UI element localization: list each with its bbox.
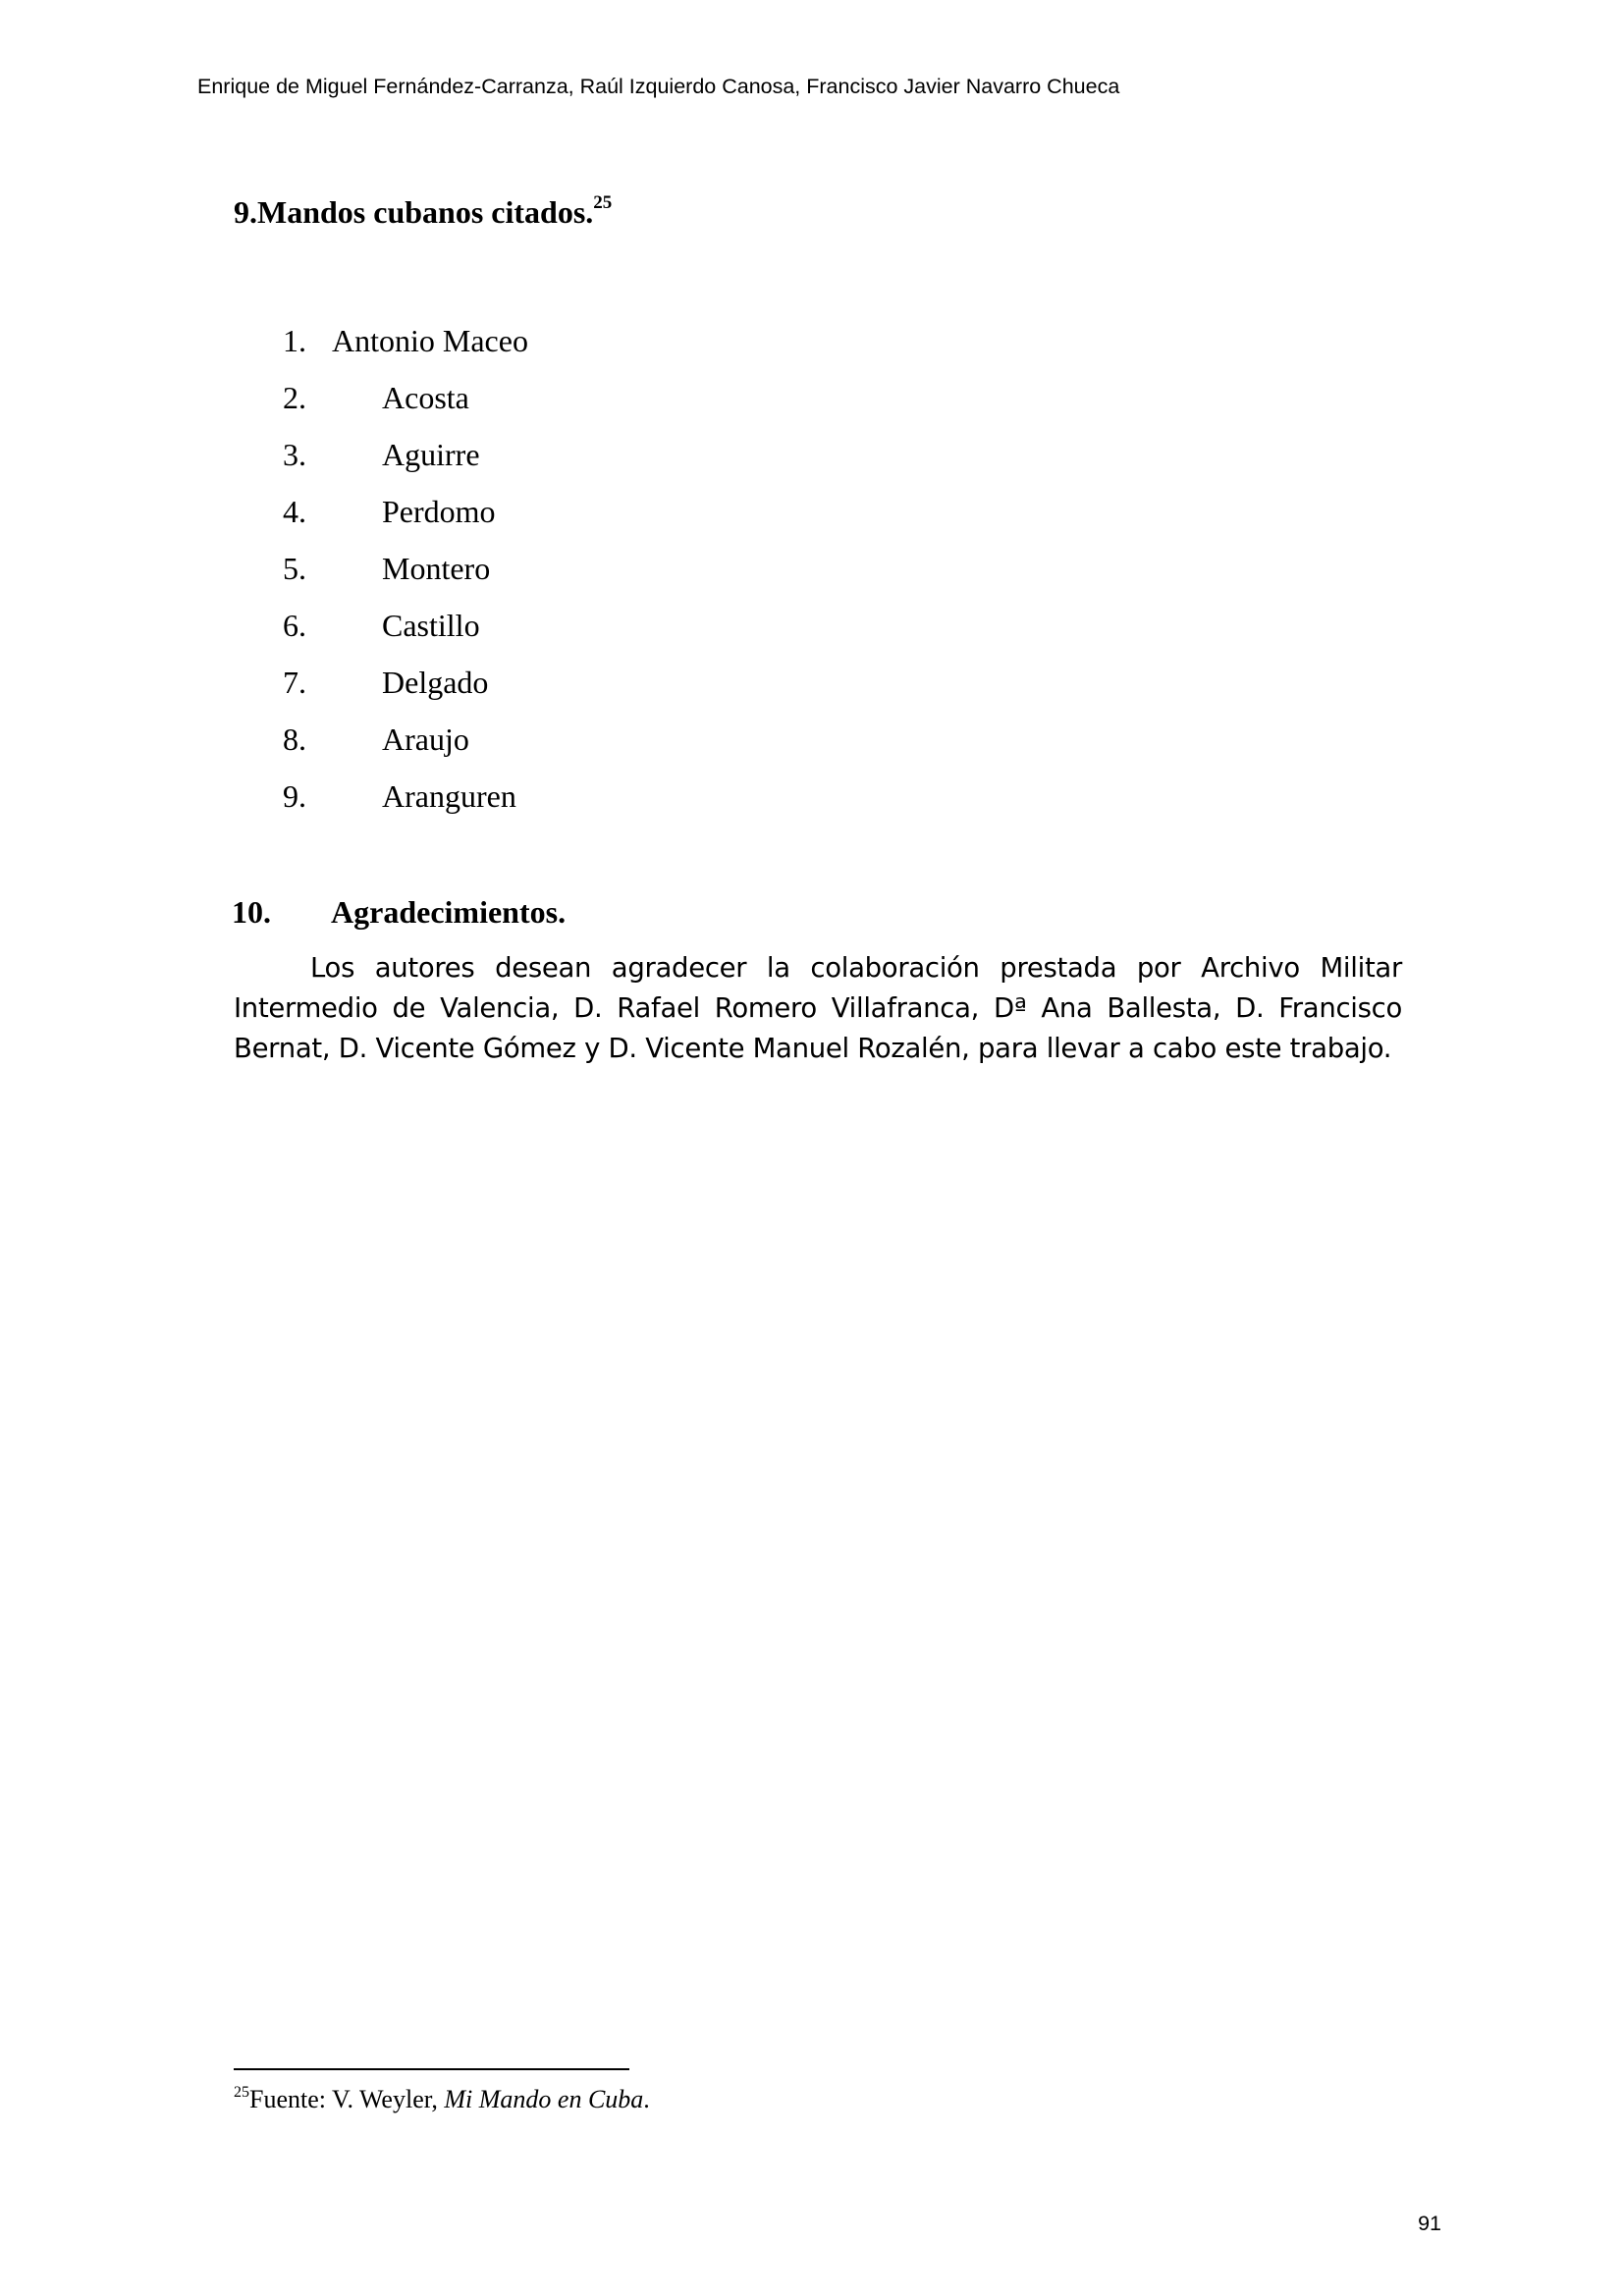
list-item-number: 9. [283,778,306,814]
list-item-name: Araujo [382,721,469,757]
list-item-name: Delgado [382,665,489,700]
page-number: 91 [1418,2212,1441,2235]
list-item-name: Aguirre [382,437,480,472]
footnote-prefix: Fuente: V. Weyler, [249,2085,445,2113]
list-item-number: 5. [283,551,306,586]
acknowledgements-paragraph: Los autores desean agradecer la colaboración prestada por Archivo Militar Intermedio de Valencia, D. Rafael Romero Villafranca, Dª Ana Ballesta, D. Francisco Bernat, D. Vicente Gómez y D. Vicente Manuel Rozalén, para llevar a cabo este trabajo. [234,952,1402,1064]
list-item-number: 2. [283,380,306,415]
running-header: Enrique de Miguel Fernández-Carranza, Raúl Izquierdo Canosa, Francisco Javier Navarro Chueca [197,75,1120,98]
section-9-heading [234,192,612,238]
list-item-number: 4. [283,494,306,529]
section-10-number: 10. [232,894,271,930]
footnote-number: 25 [234,2084,249,2101]
list-item-name: Montero [382,551,491,586]
footnote-divider [234,2068,629,2070]
list-item-number: 8. [283,721,306,757]
footnote [234,2084,650,2119]
footnote-suffix: . [643,2085,650,2113]
section-9-title: 9.Mandos cubanos citados. [234,194,594,230]
list-item-number: 3. [283,437,306,472]
section-10-title: Agradecimientos. [331,894,567,930]
list-item-number: 6. [283,608,306,643]
list-item-number: 7. [283,665,306,700]
list-item-name: Aranguren [382,778,516,814]
list-item-name: Castillo [382,608,480,643]
footnote-book-title: Mi Mando en Cuba [444,2085,644,2113]
list-item-number: 1. [283,323,306,358]
list-item-name: Perdomo [382,494,496,529]
list-item-name: Antonio Maceo [332,323,528,358]
list-item-name: Acosta [382,380,469,415]
footnote-reference[interactable]: 25 [593,192,613,213]
